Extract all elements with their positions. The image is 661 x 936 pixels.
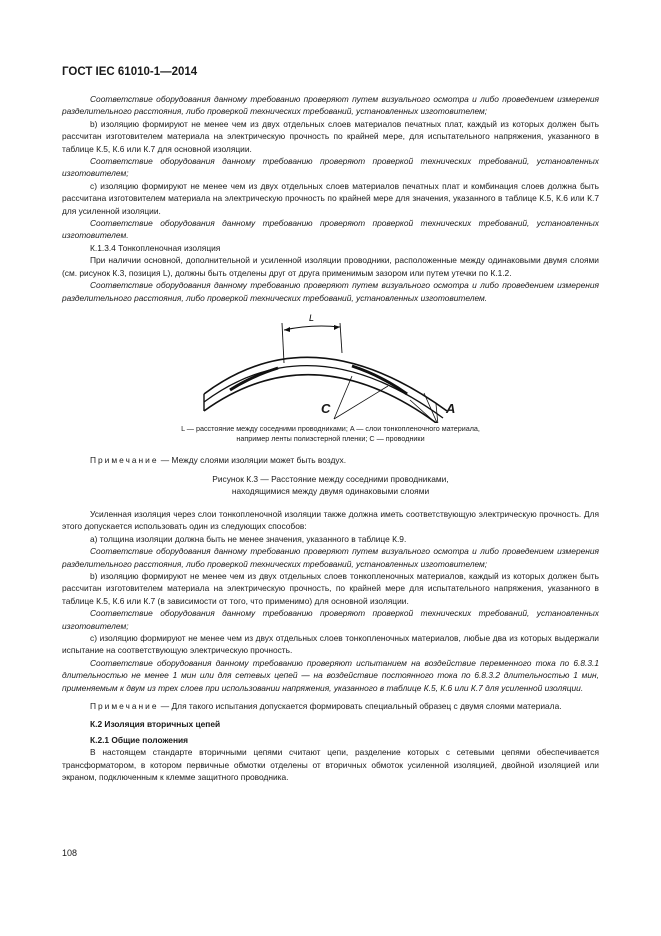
note-text: — Между слоями изоляции может быть воздух. [158, 454, 347, 465]
layers-diagram [62, 308, 599, 423]
page-title: ГОСТ IEC 61010-1—2014 [62, 66, 198, 78]
paragraph: Соответствие оборудования данному требованию проверяют путем визуального осмотра и либо проведением измерения разделительного расстояния, либо проверкой технических требований, установленных изготовителем. [62, 280, 599, 303]
dimension-arrow [284, 326, 340, 330]
paragraph: Соответствие оборудования данному требованию проверяют проверкой технических требований, установленных изготовителем; [62, 156, 599, 179]
figure-note [90, 454, 346, 466]
caption-line: Рисунок К.3 — Расстояние между соседними проводниками, [212, 473, 449, 484]
leader-c2 [334, 386, 388, 419]
paragraph: Усиленная изоляция через слои тонкопленочной изоляции также должна иметь соответствующую электрическую прочность. Для этого допускается использовать один из следующих способов: [62, 508, 599, 532]
page-number: 108 [62, 848, 78, 858]
note-label: Примечание [90, 454, 159, 465]
note-text: — Для такого испытания допускается формировать специальный образец с двумя слоями материала. [158, 701, 562, 711]
paragraph: Соответствие оборудования данному требованию проверяют путем визуального осмотра и либо проведением измерения разделительного расстояния, либо проверкой технических требований, установленных изготовителем; [62, 94, 599, 117]
label-l: L [309, 312, 315, 323]
paragraph: b) изоляцию формируют не менее чем из двух отдельных слоев тонкопленочных материалов, каждый из которых должен быть рассчитан изготовителем материала на электрическую прочность, по крайней мере для испытательного напряжения, указанного в таблице К.5, К.6 или К.7 (в зависимости от того, что применимо) для основной изоляции. [62, 570, 599, 606]
paragraph: Соответствие оборудования данному требованию проверяют проверкой технических требований, установленных изготовителем; [62, 608, 599, 631]
document-body [62, 93, 599, 783]
subsection-heading: К.2.1 Общие положения [90, 734, 189, 745]
dimension-line-left [282, 323, 284, 363]
figure-k3 [62, 308, 599, 498]
legend-line: L — расстояние между соседними проводниками; A — слои тонкопленочного материала, [181, 423, 480, 433]
dimension-line-right [340, 323, 342, 353]
paragraph: При наличии основной, дополнительной и усиленной изоляции проводники, расположенные между одинаковыми двумя слоями (см. рисунок К.3, позиция L), должны быть отделены друг от друга применимым зазором или путем утечки по К.1.2. [62, 255, 599, 278]
paragraph: Соответствие оборудования данному требованию проверяют испытанием на воздействие переменного тока по 6.8.3.1 длительностью не менее 1 мин или для сетевых цепей — на воздействие постоянного тока по 6.8.3.2 длительностью 1 мин, применяемым к двум из трех слоев при использовании напряжения, указанного в таблице К.5, К.6 или К.7 для усиленной изоляции. [62, 657, 599, 693]
paragraph: В настоящем стандарте вторичными цепями считают цепи, разделение которых с сетевыми цепями обеспечивается трансформатором, в котором первичные обмотки отделены от вторичных обмоток усиленной изоляцией, двойной изоляцией или экраном, подключенным к клемме защитного проводника. [62, 747, 599, 783]
caption-line: находящимися между двумя одинаковыми слоями [231, 485, 430, 496]
figure-caption [62, 473, 599, 497]
note-label: Примечание [90, 701, 159, 711]
paragraph: a) толщина изоляции должна быть не менее значения, указанного в таблице К.9. [90, 533, 407, 544]
paragraph: Соответствие оборудования данному требованию проверяют путем визуального осмотра и либо проведением измерения разделительного расстояния, либо проверкой технических требований, установленных изготовителем; [62, 546, 599, 569]
arrowhead-right [334, 325, 340, 330]
paragraph: c) изоляцию формируют не менее чем из двух отдельных слоев тонкопленочных материалов, любые два из которых выдержали испытание на соответствующую электрическую прочность. [62, 632, 599, 656]
section-heading: К.2 Изоляция вторичных цепей [90, 719, 221, 730]
label-c: C [321, 400, 331, 416]
figure-legend [62, 424, 599, 445]
legend-line: например ленты полиэстерной пленки; C — проводники [236, 434, 425, 444]
paragraph: Соответствие оборудования данному требованию проверяют проверкой технических требований, установленных изготовителем. [62, 218, 599, 241]
leader-c1 [334, 376, 352, 419]
note-paragraph [62, 700, 599, 712]
paragraph: b) изоляцию формируют не менее чем из двух отдельных слоев материалов печатных плат, каждый из которых должен быть рассчитан изготовителем материала на электрическую прочность по крайней мере, для испытательного напряжения, указанного в таблице К.5, К.6 или К.7 для основной изоляции. [62, 118, 599, 154]
subsection-heading: К.1.3.4 Тонкопленочная изоляция [90, 242, 221, 253]
paragraph: c) изоляцию формируют не менее чем из двух отдельных слоев материалов печатных плат и комбинация слоев должна быть рассчитана изготовителем материала на электрическую прочность по крайней мере для значения, указанного в таблице К.5, К.6 или К.7 для усиленной изоляции. [62, 180, 599, 216]
label-a: A [446, 400, 456, 416]
